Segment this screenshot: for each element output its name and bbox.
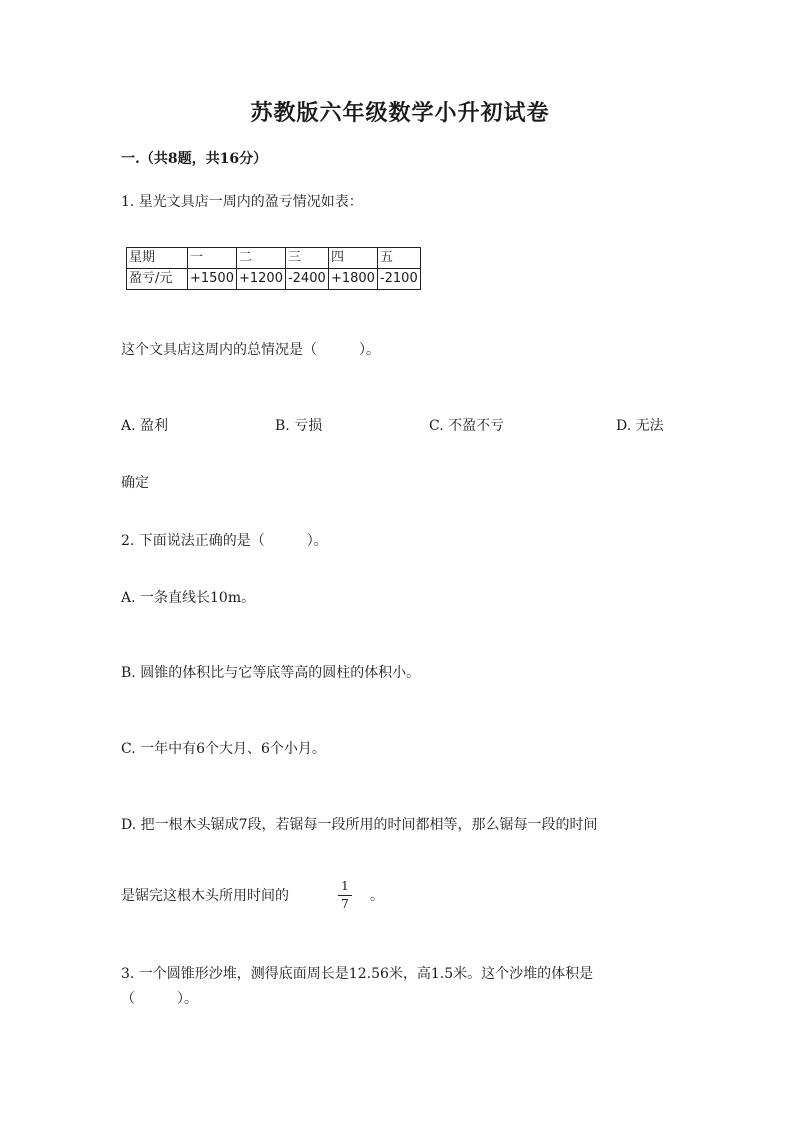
q2-stem: 2. 下面说法正确的是（ ）。 bbox=[121, 533, 328, 549]
q2-option-b: B. 圆锥的体积比与它等底等高的圆柱的体积小。 bbox=[121, 665, 421, 681]
table-cell: 一 bbox=[188, 248, 237, 269]
table-cell: 星期 bbox=[127, 248, 188, 269]
section-heading: 一.（共8题，共16分） bbox=[121, 151, 268, 167]
table-cell: +1200 bbox=[236, 269, 285, 290]
q2-option-a: A. 一条直线长10m。 bbox=[121, 590, 256, 606]
q1-stem: 1. 星光文具店一周内的盈亏情况如表： bbox=[121, 194, 363, 210]
q1-option-b: B. 亏损 bbox=[275, 418, 323, 434]
table-cell: 三 bbox=[285, 248, 328, 269]
table-cell: 四 bbox=[328, 248, 377, 269]
q1-option-c: C. 不盈不亏 bbox=[429, 418, 505, 434]
q1-option-d: D. 无法 bbox=[616, 418, 664, 434]
table-cell: 盈亏/元 bbox=[127, 269, 188, 290]
q1-question: 这个文具店这周内的总情况是（ ）。 bbox=[121, 342, 380, 358]
fraction-bar bbox=[338, 895, 352, 896]
q1-table bbox=[126, 247, 421, 290]
fraction-denominator: 7 bbox=[341, 897, 349, 911]
q3-stem-continued: （ ）。 bbox=[121, 991, 198, 1007]
table-header-row bbox=[127, 248, 421, 269]
q3-stem: 3. 一个圆锥形沙堆，测得底面周长是12.56米，高1.5米。这个沙堆的体积是 bbox=[121, 966, 594, 982]
table-cell: -2400 bbox=[285, 269, 328, 290]
fraction-numerator: 1 bbox=[341, 879, 349, 893]
q2-option-c: C. 一年中有6个大月、6个小月。 bbox=[121, 741, 326, 757]
page-title: 苏教版六年级数学小升初试卷 bbox=[250, 100, 550, 126]
table-cell: +1500 bbox=[188, 269, 237, 290]
table-cell: 二 bbox=[236, 248, 285, 269]
table-cell: 五 bbox=[377, 248, 420, 269]
q1-option-a: A. 盈利 bbox=[121, 418, 169, 434]
q2-option-d-end: 。 bbox=[370, 888, 384, 904]
fraction bbox=[338, 880, 352, 911]
q2-option-d: D. 把一根木头锯成7段，若锯每一段所用的时间都相等，那么锯每一段的时间 bbox=[121, 817, 598, 833]
table-cell: -2100 bbox=[377, 269, 420, 290]
table-row bbox=[127, 269, 421, 290]
q2-option-d-continued: 是锯完这根木头所用时间的 bbox=[121, 888, 289, 904]
table-cell: +1800 bbox=[328, 269, 377, 290]
q1-option-d-wrap: 确定 bbox=[121, 475, 149, 491]
